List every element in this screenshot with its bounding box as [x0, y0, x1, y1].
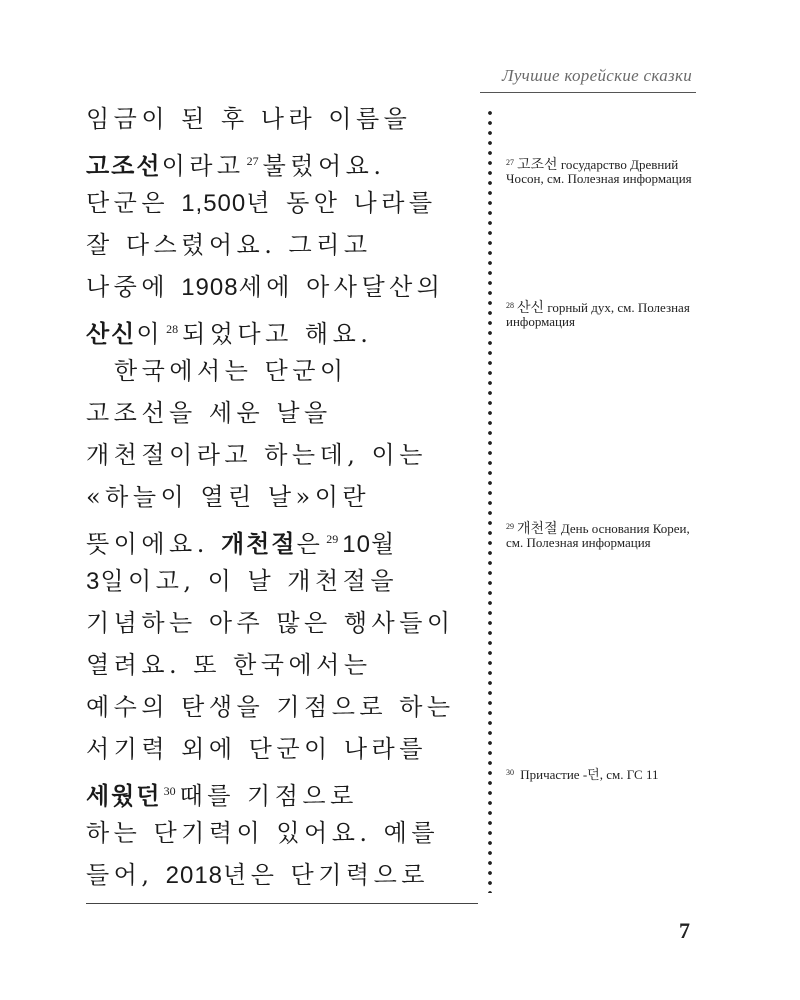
text-segment: 단군은 [86, 189, 182, 217]
footnote-28-number: 28 [506, 301, 514, 310]
main-text-column [86, 98, 478, 896]
footnote-29 [506, 520, 696, 550]
text-line [86, 266, 478, 308]
header-rule [480, 92, 696, 93]
bold-term: 산신 [86, 320, 137, 348]
text-line [86, 392, 478, 434]
text-segment: 년 동안 나라를 [246, 189, 437, 217]
text-number: 2018 [165, 862, 224, 889]
text-line [86, 434, 478, 476]
footnote-29-term: 개천절 [517, 521, 558, 537]
text-segment: 나중에 [86, 273, 182, 301]
text-line [86, 770, 478, 812]
text-segment: 예수의 탄생을 기점으로 하는 [86, 693, 455, 721]
text-line [86, 812, 478, 854]
text-line [86, 182, 478, 224]
text-number: 10 [342, 531, 371, 558]
footnote-28-text: горный дух, см. Полезная информация [506, 300, 690, 329]
text-segment: 되었다고 해요. [182, 320, 373, 348]
text-segment: 은 [296, 530, 325, 558]
text-segment: 년은 단기력으로 [223, 861, 429, 889]
text-line [86, 686, 478, 728]
text-number: 1908 [181, 274, 239, 301]
text-line [86, 350, 478, 392]
text-segment: 서기력 외에 단군이 나라를 [86, 735, 427, 763]
text-segment: 개천절이라고 하는데, 이는 [86, 441, 427, 469]
page-number: 7 [679, 918, 690, 943]
footnote-30-text: Причастие -던, см. ГС 11 [520, 767, 659, 782]
text-line [86, 308, 478, 350]
text-segment: 월 [370, 530, 399, 558]
text-segment: 세에 아사달산의 [238, 273, 445, 301]
bold-term: 개천절 [221, 530, 297, 558]
text-segment: 열려요. 또 한국에서는 [86, 651, 372, 679]
dotted-separator [487, 108, 493, 893]
text-segment: 잘 다스렸어요. 그리고 [86, 231, 372, 259]
footnote-ref: 28 [166, 322, 179, 336]
footnote-ref: 29 [326, 532, 339, 546]
footnote-28 [506, 299, 696, 329]
text-segment: 한국에서는 단군이 [114, 357, 348, 385]
footnote-29-text: День основания Кореи, см. Полезная информация [506, 521, 690, 550]
text-line [86, 140, 478, 182]
text-line [86, 602, 478, 644]
footnote-ref: 27 [246, 154, 259, 168]
text-number: 3 [86, 568, 101, 595]
footnote-27-term: 고조선 [517, 157, 558, 173]
text-line [86, 518, 478, 560]
text-line [86, 644, 478, 686]
text-line [86, 854, 478, 896]
text-segment: 이라고 [161, 152, 245, 180]
text-line [86, 98, 478, 140]
text-line [86, 728, 478, 770]
running-header-title: Лучшие корейские сказки [502, 66, 692, 85]
footnote-28-term: 산신 [517, 300, 545, 316]
text-segment: 이 [136, 320, 165, 348]
bold-term: 세웠던 [86, 782, 162, 810]
text-segment: 불렀어요. [262, 152, 386, 180]
text-number: 1,500 [181, 190, 247, 217]
footnote-27-number: 27 [506, 158, 514, 167]
text-line [86, 224, 478, 266]
text-segment: 기념하는 아주 많은 행사들이 [86, 609, 455, 637]
text-line [86, 476, 478, 518]
text-segment: 때를 기점으로 [179, 782, 358, 810]
text-segment: 뜻이에요. [86, 530, 221, 558]
text-segment: 하는 단기력이 있어요. 예를 [86, 819, 440, 847]
text-segment: 들어, [86, 861, 166, 889]
text-segment: 일이고, 이 날 개천절을 [100, 567, 399, 595]
text-segment: «하늘이 열린 날»이란 [86, 483, 371, 511]
text-bottom-rule [86, 903, 478, 904]
text-segment: 임금이 된 후 나라 이름을 [86, 105, 412, 133]
bold-term: 고조선 [86, 152, 162, 180]
footnote-27-text: государство Древний Чосон, см. Полезная информация [506, 157, 692, 186]
text-line [86, 560, 478, 602]
footnote-30-number: 30 [506, 768, 514, 777]
footnote-29-number: 29 [506, 522, 514, 531]
footnote-ref: 30 [163, 784, 176, 798]
text-segment: 고조선을 세운 날을 [86, 399, 332, 427]
footnote-30 [506, 766, 696, 782]
footnote-27 [506, 156, 696, 186]
